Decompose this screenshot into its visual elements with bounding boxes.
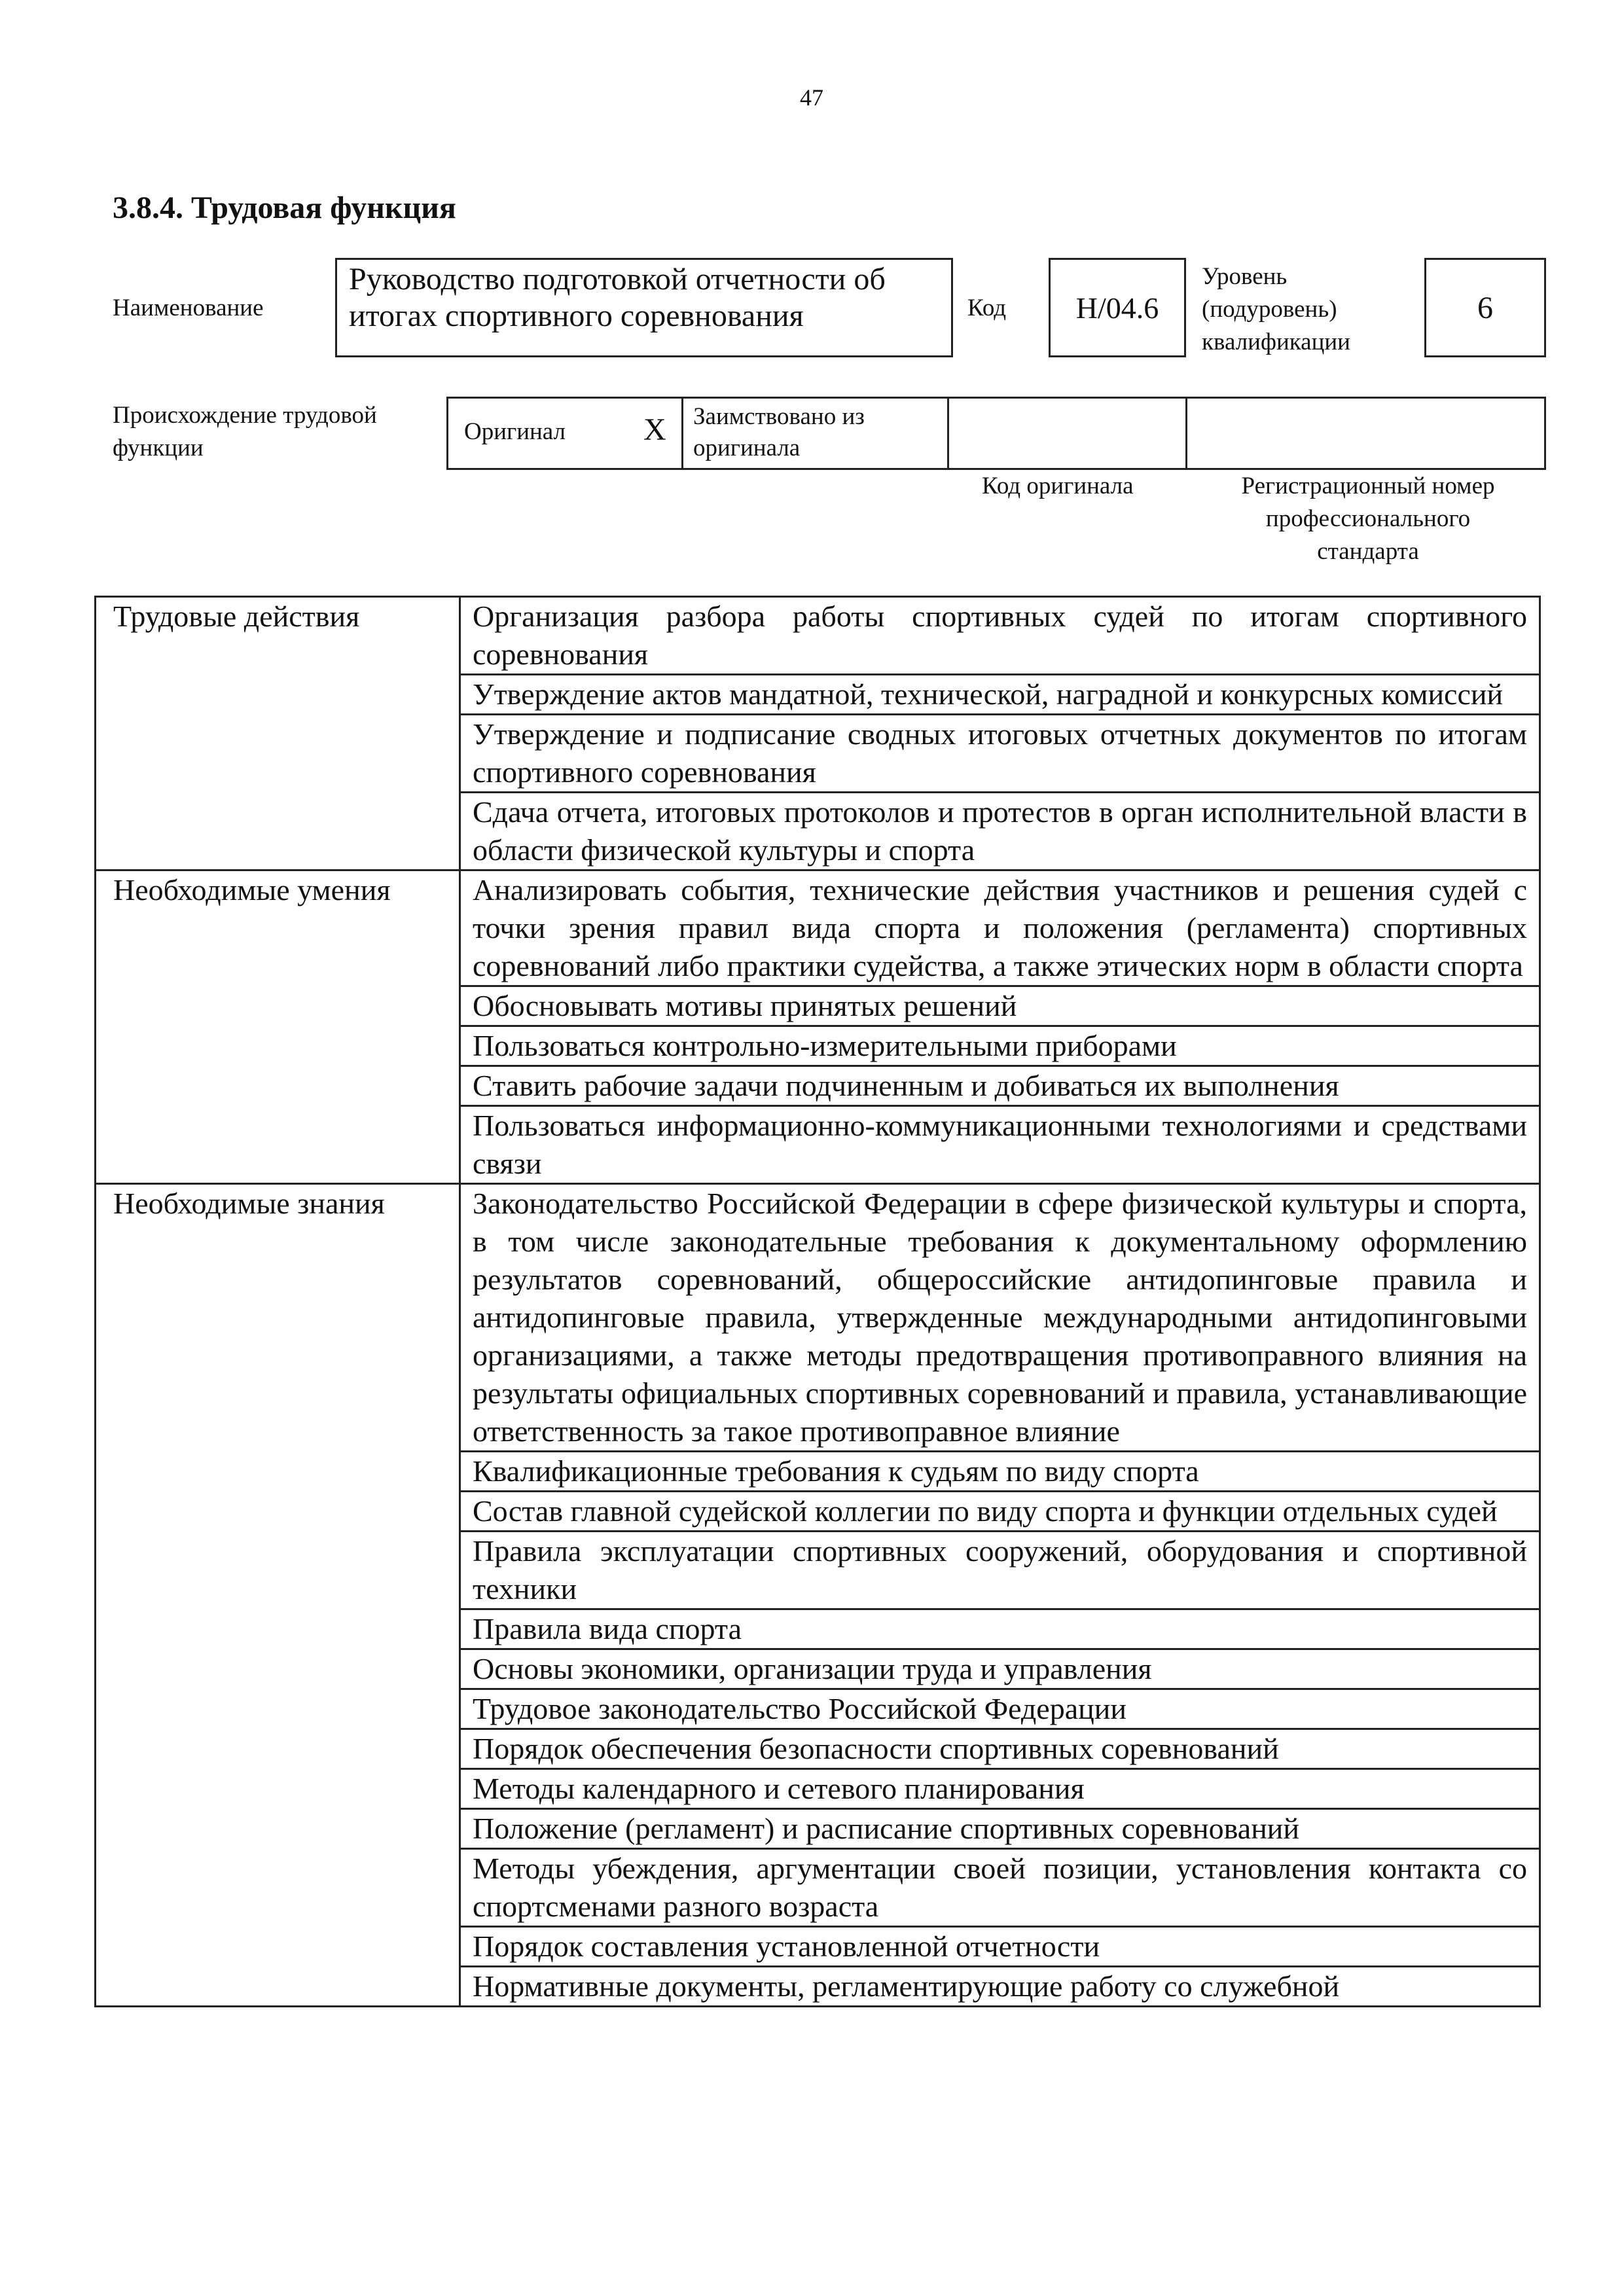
reg-number-caption: [1198, 470, 1538, 568]
reg-caption-line1: Регистрационный номер: [1241, 473, 1495, 499]
section-item: Обосновывать мотивы принятых решений: [460, 986, 1540, 1026]
name-label: Наименование: [113, 295, 264, 321]
borrowed-label: [693, 401, 865, 464]
section-item: Методы убеждения, аргументации своей позиции, установления контакта со спортсменами разного возраста: [460, 1849, 1540, 1927]
section-item: Правила вида спорта: [460, 1609, 1540, 1649]
level-label: [1202, 260, 1350, 359]
section-category: Необходимые знания: [96, 1184, 460, 2007]
section-item: Анализировать события, технические действия участников и решения судей с точки зрения правил вида спорта и положения (регламента) спортивных соревнований либо практики судейства, а также этических норм в области спорта: [460, 870, 1540, 986]
section-title: 3.8.4. Трудовая функция: [113, 190, 456, 225]
page-number: 47: [800, 84, 823, 111]
section-item: Правила эксплуатации спортивных сооружений, оборудования и спортивной техники: [460, 1532, 1540, 1609]
original-mark: X: [643, 412, 666, 447]
section-item: Пользоваться информационно-коммуникационными технологиями и средствами связи: [460, 1106, 1540, 1184]
level-label-line2: (подуровень): [1202, 296, 1337, 323]
reg-caption-line2: профессионального: [1265, 505, 1471, 532]
origin-label-line1: Происхождение трудовой: [113, 402, 377, 429]
code-value-box: H/04.6: [1049, 258, 1186, 357]
original-label: Оригинал: [464, 418, 566, 445]
level-value-box: 6: [1424, 258, 1546, 357]
borrowed-label-line2: оригинала: [693, 435, 801, 461]
borrowed-label-line1: Заимствовано из: [693, 403, 865, 430]
level-label-line1: Уровень: [1202, 263, 1288, 290]
table-row: [96, 870, 1540, 986]
section-item: Организация разбора работы спортивных судей по итогам спортивного соревнования: [460, 597, 1540, 675]
code-label: Код: [967, 295, 1007, 321]
section-item: Порядок составления установленной отчетности: [460, 1927, 1540, 1967]
original-code-caption: Код оригинала: [982, 473, 1134, 499]
section-item: Методы календарного и сетевого планирования: [460, 1769, 1540, 1809]
origin-label-line2: функции: [113, 435, 204, 461]
section-item: Положение (регламент) и расписание спортивных соревнований: [460, 1809, 1540, 1849]
section-category: Необходимые умения: [96, 870, 460, 1184]
origin-label: [113, 399, 377, 465]
function-details-table: [94, 596, 1541, 2007]
function-name-box: Руководство подготовкой отчетности об итогах спортивного соревнования: [335, 258, 953, 357]
table-row: [96, 1184, 1540, 1452]
section-item: Состав главной судейской коллегии по виду спорта и функции отдельных судей: [460, 1492, 1540, 1532]
table-row: [96, 597, 1540, 675]
section-item: Ставить рабочие задачи подчиненным и добиваться их выполнения: [460, 1066, 1540, 1106]
section-item: Трудовое законодательство Российской Федерации: [460, 1689, 1540, 1729]
section-item: Основы экономики, организации труда и управления: [460, 1649, 1540, 1689]
section-category: Трудовые действия: [96, 597, 460, 870]
level-label-line3: квалификации: [1202, 329, 1350, 355]
origin-table: [446, 397, 1546, 470]
section-item: Нормативные документы, регламентирующие работу со служебной: [460, 1967, 1540, 2007]
section-item: Утверждение актов мандатной, технической, наградной и конкурсных комиссий: [460, 675, 1540, 715]
section-item: Утверждение и подписание сводных итоговых отчетных документов по итогам спортивного соревнования: [460, 715, 1540, 793]
section-item: Законодательство Российской Федерации в сфере физической культуры и спорта, в том числе законодательные требования к документальному оформлению результатов соревнований, общероссийские антидопинговые правила и антидопинговые правила, утвержденные международными антидопинговыми организациями, а также методы предотвращения противоправного влияния на результаты официальных спортивных соревнований и правила, устанавливающие ответственность за такое противоправное влияние: [460, 1184, 1540, 1452]
section-item: Сдача отчета, итоговых протоколов и протестов в орган исполнительной власти в области физической культуры и спорта: [460, 793, 1540, 870]
reg-caption-line3: стандарта: [1317, 538, 1419, 565]
section-item: Квалификационные требования к судьям по виду спорта: [460, 1452, 1540, 1492]
section-item: Пользоваться контрольно-измерительными приборами: [460, 1026, 1540, 1066]
section-item: Порядок обеспечения безопасности спортивных соревнований: [460, 1729, 1540, 1769]
